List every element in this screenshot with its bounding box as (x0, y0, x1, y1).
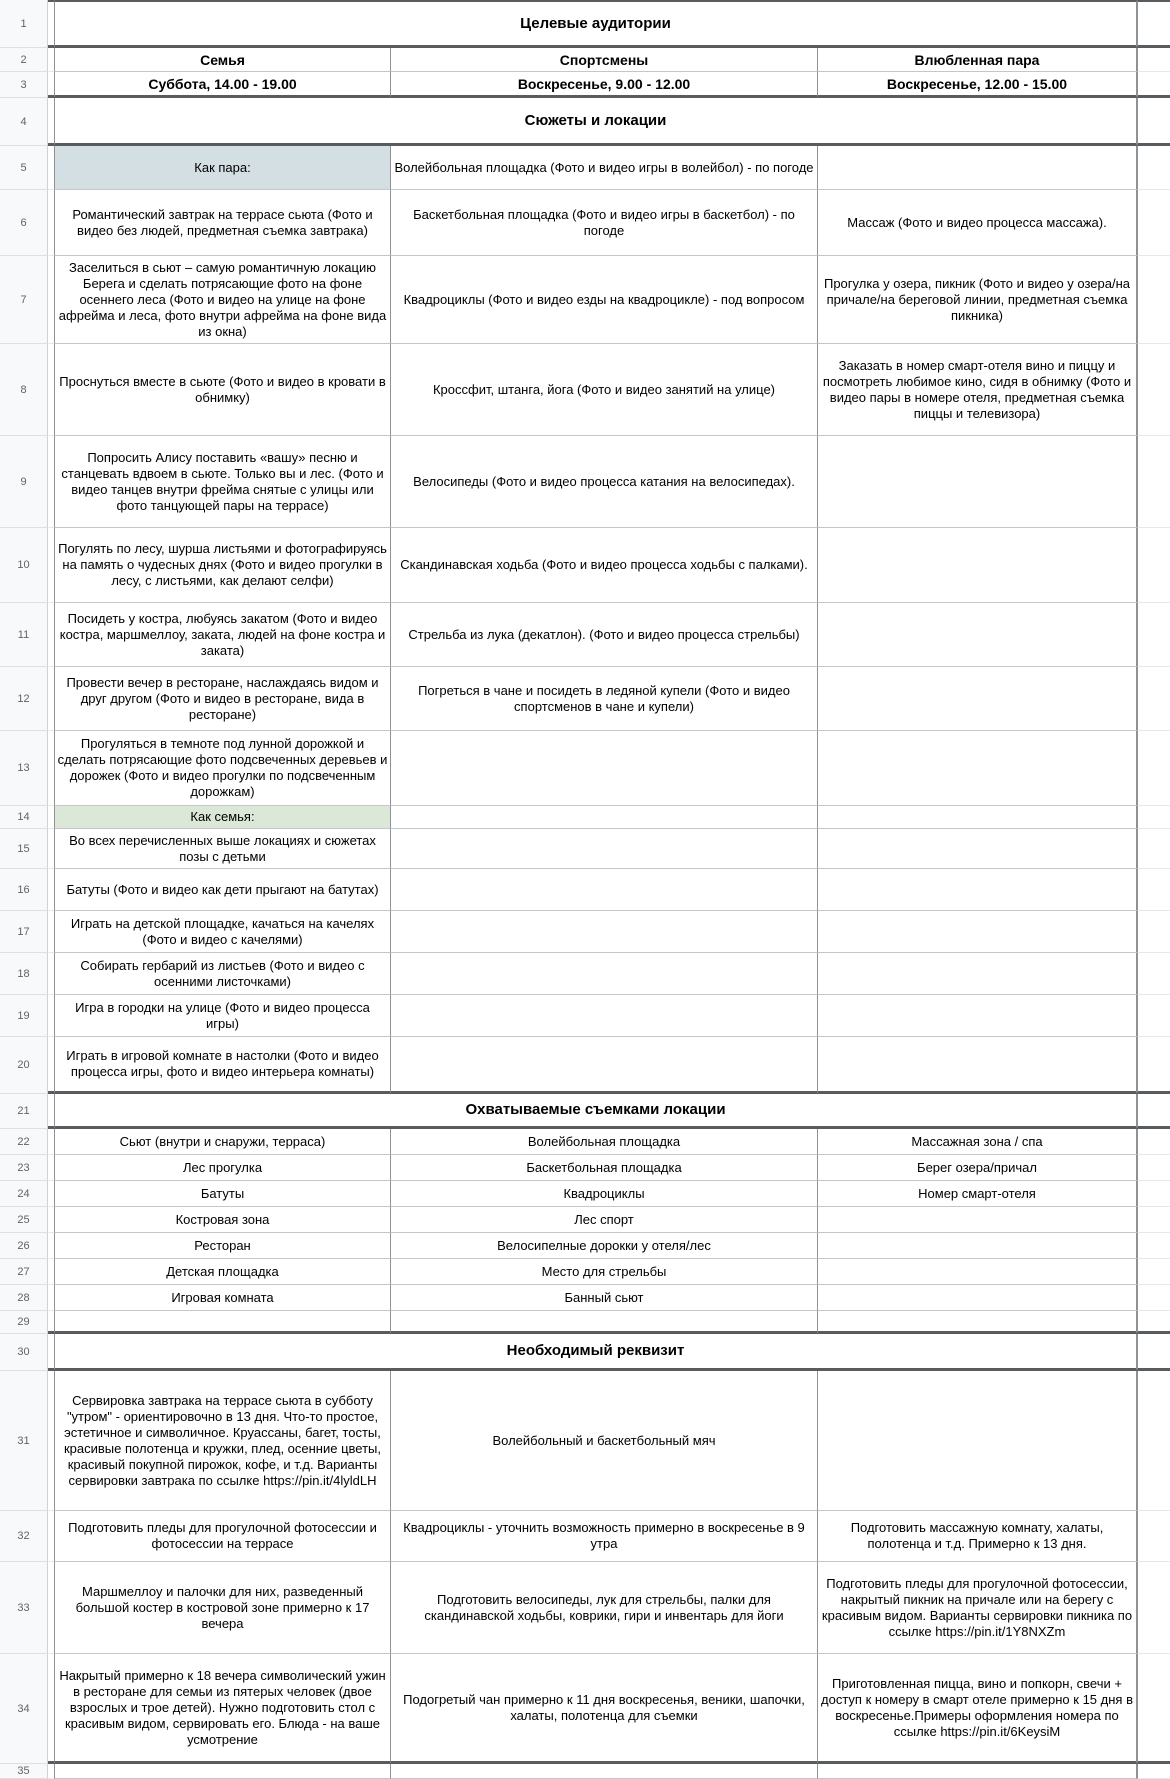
cell-r34-family[interactable]: Накрытый примерно к 18 вечера символический ужин в ресторане для семьи из пятерых человек (двое взрослых и трое детей). Нужно подготовить стол с красивым видом, сервировать его. Блюда - на ваше усмотрение (54, 1654, 390, 1764)
row-number-26[interactable]: 26 (0, 1233, 48, 1259)
cell-r29-extra[interactable] (1137, 1311, 1170, 1334)
cell-r19-extra[interactable] (1137, 995, 1170, 1037)
cell-r32-extra[interactable] (1137, 1511, 1170, 1562)
cell-r8-extra[interactable] (1137, 344, 1170, 436)
cell-r11-family[interactable]: Посидеть у костра, любуясь закатом (Фото и видео костра, маршмеллоу, заката, людей на фоне костра и заката) (54, 603, 390, 667)
row-number-29[interactable]: 29 (0, 1311, 48, 1334)
sheet-row-22 (0, 1129, 1170, 1155)
row-number-18[interactable]: 18 (0, 953, 48, 995)
section-header-row-30[interactable]: Необходимый реквизит (54, 1334, 1137, 1371)
cell-r33-extra[interactable] (1137, 1562, 1170, 1654)
cell-r35-couple[interactable] (817, 1764, 1137, 1779)
cell-r6-sportsmen[interactable]: Баскетбольная площадка (Фото и видео игры в баскетбол) - по погоде (390, 190, 817, 256)
cell-r33-couple[interactable]: Подготовить пледы для прогулочной фотосессии, накрытый пикник на причале или на берегу с красивым видом. Варианты сервировки пикника по ссылке https://pin.it/1Y8NXZm (817, 1562, 1137, 1654)
cell-r14-sportsmen[interactable] (390, 806, 817, 829)
cell-r29-sportsmen[interactable] (390, 1311, 817, 1334)
cell-r15-family[interactable]: Во всех перечисленных выше локациях и сюжетах позы с детьми (54, 829, 390, 869)
cell-r8-couple[interactable]: Заказать в номер смарт-отеля вино и пиццу и посмотреть любимое кино, сидя в обнимку (Фото и видео пары в номере отеля, предметная съемка пиццы и телевизора) (817, 344, 1137, 436)
sheet-row-34 (0, 1654, 1170, 1764)
cell-r24-family[interactable]: Батуты (54, 1181, 390, 1207)
sheet-row-31 (0, 1371, 1170, 1511)
cell-r12-family[interactable]: Провести вечер в ресторане, наслаждаясь видом и друг другом (Фото и видео в ресторане, вида в ресторане) (54, 667, 390, 731)
cell-r7-sportsmen[interactable]: Квадроциклы (Фото и видео езды на квадроцикле) - под вопросом (390, 256, 817, 344)
cell-r8-sportsmen[interactable]: Кроссфит, штанга, йога (Фото и видео занятий на улице) (390, 344, 817, 436)
sheet-row-5 (0, 146, 1170, 190)
cell-r35-sportsmen[interactable] (390, 1764, 817, 1779)
cell-r11-sportsmen[interactable]: Стрельба из лука (декатлон). (Фото и видео процесса стрельбы) (390, 603, 817, 667)
sheet-row-3 (0, 72, 1170, 98)
row-number-6[interactable]: 6 (0, 190, 48, 256)
cell-r34-extra[interactable] (1137, 1654, 1170, 1764)
cell-r1-extra[interactable] (1137, 0, 1170, 48)
row-number-1[interactable]: 1 (0, 0, 48, 48)
cell-r28-family[interactable]: Игровая комната (54, 1285, 390, 1311)
cell-r11-couple[interactable] (817, 603, 1137, 667)
sheet-row-29 (0, 1311, 1170, 1334)
sheet-row-17 (0, 911, 1170, 953)
cell-r5-couple[interactable] (817, 146, 1137, 190)
cell-r22-sportsmen[interactable]: Волейбольная площадка (390, 1129, 817, 1155)
cell-r31-couple[interactable] (817, 1371, 1137, 1511)
sheet-row-1 (0, 0, 1170, 48)
sheet-row-19 (0, 995, 1170, 1037)
cell-r16-couple[interactable] (817, 869, 1137, 911)
sheet-row-10 (0, 528, 1170, 603)
row-number-16[interactable]: 16 (0, 869, 48, 911)
row-number-23[interactable]: 23 (0, 1155, 48, 1181)
sheet-row-16 (0, 869, 1170, 911)
sheet-row-20 (0, 1037, 1170, 1094)
cell-r34-couple[interactable]: Приготовленная пицца, вино и попкорн, свечи + доступ к номеру в смарт отеле примерно к 15 дня в воскресенье.Примеры оформления номера по ссылке https://pin.it/6KeysiM (817, 1654, 1137, 1764)
cell-r16-sportsmen[interactable] (390, 869, 817, 911)
section-header-row-1[interactable]: Целевые аудитории (54, 0, 1137, 48)
cell-r14-extra[interactable] (1137, 806, 1170, 829)
cell-r28-couple[interactable] (817, 1285, 1137, 1311)
cell-r4-extra[interactable] (1137, 98, 1170, 146)
cell-r9-sportsmen[interactable]: Велосипеды (Фото и видео процесса катания на велосипедах). (390, 436, 817, 528)
cell-r7-family[interactable]: Заселиться в сьют – самую романтичную локацию Берега и сделать потрясающие фото на фоне осеннего леса (Фото и видео на улице на фоне афрейма и леса, фото внутри афрейма на фоне вида из окна) (54, 256, 390, 344)
sheet-row-2 (0, 48, 1170, 72)
row-number-24[interactable]: 24 (0, 1181, 48, 1207)
cell-r27-sportsmen[interactable]: Место для стрельбы (390, 1259, 817, 1285)
row-number-14[interactable]: 14 (0, 806, 48, 829)
cell-r6-couple[interactable]: Массаж (Фото и видео процесса массажа). (817, 190, 1137, 256)
cell-r18-family[interactable]: Собирать гербарий из листьев (Фото и видео с осенними листочками) (54, 953, 390, 995)
cell-r13-couple[interactable] (817, 731, 1137, 806)
cell-r17-sportsmen[interactable] (390, 911, 817, 953)
cell-r33-family[interactable]: Маршмеллоу и палочки для них, разведенный большой костер в костровой зоне примерно к 17 вечера (54, 1562, 390, 1654)
row-number-17[interactable]: 17 (0, 911, 48, 953)
cell-r22-couple[interactable]: Массажная зона / спа (817, 1129, 1137, 1155)
cell-r9-extra[interactable] (1137, 436, 1170, 528)
cell-r25-family[interactable]: Костровая зона (54, 1207, 390, 1233)
cell-r2-couple[interactable]: Влюбленная пара (817, 48, 1137, 72)
cell-r26-sportsmen[interactable]: Велосипелные дорокки у отеля/лес (390, 1233, 817, 1259)
row-number-33[interactable]: 33 (0, 1562, 48, 1654)
cell-r25-couple[interactable] (817, 1207, 1137, 1233)
cell-r26-family[interactable]: Ресторан (54, 1233, 390, 1259)
sheet-row-25 (0, 1207, 1170, 1233)
sheet-row-14 (0, 806, 1170, 829)
cell-r33-sportsmen[interactable]: Подготовить велосипеды, лук для стрельбы, палки для скандинавской ходьбы, коврики, гири и инвентарь для йоги (390, 1562, 817, 1654)
cell-r23-extra[interactable] (1137, 1155, 1170, 1181)
cell-r32-couple[interactable]: Подготовить массажную комнату, халаты, полотенца и т.д. Примерно к 13 дня. (817, 1511, 1137, 1562)
sheet-row-21 (0, 1094, 1170, 1129)
cell-r16-family[interactable]: Батуты (Фото и видео как дети прыгают на батутах) (54, 869, 390, 911)
cell-r27-family[interactable]: Детская площадка (54, 1259, 390, 1285)
sheet-row-8 (0, 344, 1170, 436)
row-number-11[interactable]: 11 (0, 603, 48, 667)
cell-r6-extra[interactable] (1137, 190, 1170, 256)
cell-r13-family[interactable]: Прогуляться в темноте под лунной дорожкой и сделать потрясающие фото подсвеченных деревьев и дорожек (Фото и видео прогулки по подсвеченным дорожкам) (54, 731, 390, 806)
cell-r19-sportsmen[interactable] (390, 995, 817, 1037)
sheet-row-30 (0, 1334, 1170, 1371)
row-number-20[interactable]: 20 (0, 1037, 48, 1094)
sheet-row-35 (0, 1764, 1170, 1779)
cell-r5-family[interactable]: Как пара: (54, 146, 390, 190)
cell-r20-sportsmen[interactable] (390, 1037, 817, 1094)
sheet-row-12 (0, 667, 1170, 731)
cell-r3-extra[interactable] (1137, 72, 1170, 98)
cell-r12-extra[interactable] (1137, 667, 1170, 731)
cell-r14-couple[interactable] (817, 806, 1137, 829)
cell-r32-family[interactable]: Подготовить пледы для прогулочной фотосессии и фотосессии на террасе (54, 1511, 390, 1562)
sheet-row-7 (0, 256, 1170, 344)
row-number-2[interactable]: 2 (0, 48, 48, 72)
cell-r25-sportsmen[interactable]: Лес спорт (390, 1207, 817, 1233)
cell-r9-family[interactable]: Попросить Алису поставить «вашу» песню и станцевать вдвоем в сьюте. Только вы и лес. (Фото и видео танцев внутри фрейма снятые с улицы или фото танцующей пары на террасе) (54, 436, 390, 528)
cell-r35-family[interactable] (54, 1764, 390, 1779)
cell-r3-family[interactable]: Суббота, 14.00 - 19.00 (54, 72, 390, 98)
cell-r10-couple[interactable] (817, 528, 1137, 603)
cell-r24-sportsmen[interactable]: Квадроциклы (390, 1181, 817, 1207)
sheet-row-9 (0, 436, 1170, 528)
sheet-row-13 (0, 731, 1170, 806)
cell-r23-sportsmen[interactable]: Баскетбольная площадка (390, 1155, 817, 1181)
cell-r35-extra[interactable] (1137, 1764, 1170, 1779)
cell-r17-couple[interactable] (817, 911, 1137, 953)
cell-r24-extra[interactable] (1137, 1181, 1170, 1207)
cell-r34-sportsmen[interactable]: Подогретый чан примерно к 11 дня воскресенья, веники, шапочки, халаты, полотенца для съемки (390, 1654, 817, 1764)
cell-r13-sportsmen[interactable] (390, 731, 817, 806)
cell-r22-extra[interactable] (1137, 1129, 1170, 1155)
cell-r2-family[interactable]: Семья (54, 48, 390, 72)
cell-r23-couple[interactable]: Берег озера/причал (817, 1155, 1137, 1181)
cell-r14-family[interactable]: Как семья: (54, 806, 390, 829)
sheet-row-33 (0, 1562, 1170, 1654)
row-number-21[interactable]: 21 (0, 1094, 48, 1129)
cell-r23-family[interactable]: Лес прогулка (54, 1155, 390, 1181)
row-number-19[interactable]: 19 (0, 995, 48, 1037)
cell-r3-couple[interactable]: Воскресенье, 12.00 - 15.00 (817, 72, 1137, 98)
cell-r19-family[interactable]: Игра в городки на улице (Фото и видео процесса игры) (54, 995, 390, 1037)
cell-r7-extra[interactable] (1137, 256, 1170, 344)
cell-r18-extra[interactable] (1137, 953, 1170, 995)
cell-r15-sportsmen[interactable] (390, 829, 817, 869)
cell-r2-extra[interactable] (1137, 48, 1170, 72)
cell-r17-family[interactable]: Играть на детской площадке, качаться на качелях (Фото и видео с качелями) (54, 911, 390, 953)
cell-r5-extra[interactable] (1137, 146, 1170, 190)
cell-r12-couple[interactable] (817, 667, 1137, 731)
cell-r24-couple[interactable]: Номер смарт-отеля (817, 1181, 1137, 1207)
sheet-row-23 (0, 1155, 1170, 1181)
sheet-row-24 (0, 1181, 1170, 1207)
cell-r20-family[interactable]: Играть в игровой комнате в настолки (Фото и видео процесса игры, фото и видео интерьера комнаты) (54, 1037, 390, 1094)
sheet-row-6 (0, 190, 1170, 256)
row-number-4[interactable]: 4 (0, 98, 48, 146)
cell-r32-sportsmen[interactable]: Квадроциклы - уточнить возможность примерно в воскресенье в 9 утра (390, 1511, 817, 1562)
cell-r31-family[interactable]: Сервировка завтрака на террасе сьюта в субботу "утром" - ориентировочно в 13 дня. Что-то простое, эстетичное и символичное. Круассаны, багет, тосты, красивые полотенца и кружки, плед, осенние цветы, красивый покупной пирожок, кофе, и т.д. Варианты сервировки завтрака по ссылке https://pin.it/4lyldLH (54, 1371, 390, 1511)
cell-r20-extra[interactable] (1137, 1037, 1170, 1094)
cell-r31-sportsmen[interactable]: Волейбольный и баскетбольный мяч (390, 1371, 817, 1511)
cell-r9-couple[interactable] (817, 436, 1137, 528)
row-number-30[interactable]: 30 (0, 1334, 48, 1371)
sheet-row-32 (0, 1511, 1170, 1562)
row-number-22[interactable]: 22 (0, 1129, 48, 1155)
cell-r29-couple[interactable] (817, 1311, 1137, 1334)
sheet-row-11 (0, 603, 1170, 667)
cell-r30-extra[interactable] (1137, 1334, 1170, 1371)
cell-r21-extra[interactable] (1137, 1094, 1170, 1129)
cell-r5-sportsmen[interactable]: Волейбольная площадка (Фото и видео игры в волейбол) - по погоде (390, 146, 817, 190)
row-number-25[interactable]: 25 (0, 1207, 48, 1233)
row-number-34[interactable]: 34 (0, 1654, 48, 1764)
cell-r18-sportsmen[interactable] (390, 953, 817, 995)
cell-r26-couple[interactable] (817, 1233, 1137, 1259)
cell-r18-couple[interactable] (817, 953, 1137, 995)
cell-r13-extra[interactable] (1137, 731, 1170, 806)
cell-r28-extra[interactable] (1137, 1285, 1170, 1311)
cell-r3-sportsmen[interactable]: Воскресенье, 9.00 - 12.00 (390, 72, 817, 98)
row-number-3[interactable]: 3 (0, 72, 48, 98)
cell-r29-family[interactable] (54, 1311, 390, 1334)
sheet-row-28 (0, 1285, 1170, 1311)
sheet-row-15 (0, 829, 1170, 869)
row-number-27[interactable]: 27 (0, 1259, 48, 1285)
row-number-15[interactable]: 15 (0, 829, 48, 869)
cell-r28-sportsmen[interactable]: Банный сьют (390, 1285, 817, 1311)
cell-r10-family[interactable]: Погулять по лесу, шурша листьями и фотографируясь на память о чудесных днях (Фото и видео прогулки в лесу, с листьями, как делают селфи) (54, 528, 390, 603)
row-number-10[interactable]: 10 (0, 528, 48, 603)
row-number-5[interactable]: 5 (0, 146, 48, 190)
cell-r7-couple[interactable]: Прогулка у озера, пикник (Фото и видео у озера/на причале/на береговой линии, предметная съемка пикника) (817, 256, 1137, 344)
cell-r26-extra[interactable] (1137, 1233, 1170, 1259)
row-number-13[interactable]: 13 (0, 731, 48, 806)
cell-r2-sportsmen[interactable]: Спортсмены (390, 48, 817, 72)
cell-r15-extra[interactable] (1137, 829, 1170, 869)
row-number-32[interactable]: 32 (0, 1511, 48, 1562)
cell-r25-extra[interactable] (1137, 1207, 1170, 1233)
cell-r11-extra[interactable] (1137, 603, 1170, 667)
cell-r16-extra[interactable] (1137, 869, 1170, 911)
section-header-row-4[interactable]: Сюжеты и локации (54, 98, 1137, 146)
cell-r12-sportsmen[interactable]: Погреться в чане и посидеть в ледяной купели (Фото и видео спортсменов в чане и купели) (390, 667, 817, 731)
cell-r22-family[interactable]: Сьют (внутри и снаружи, терраса) (54, 1129, 390, 1155)
row-number-35[interactable]: 35 (0, 1764, 48, 1779)
cell-r17-extra[interactable] (1137, 911, 1170, 953)
cell-r27-couple[interactable] (817, 1259, 1137, 1285)
section-header-row-21[interactable]: Охватываемые съемками локации (54, 1094, 1137, 1129)
cell-r31-extra[interactable] (1137, 1371, 1170, 1511)
sheet-row-18 (0, 953, 1170, 995)
cell-r6-family[interactable]: Романтический завтрак на террасе сьюта (Фото и видео без людей, предметная съемка завтрака) (54, 190, 390, 256)
sheet-row-26 (0, 1233, 1170, 1259)
row-number-31[interactable]: 31 (0, 1371, 48, 1511)
cell-r19-couple[interactable] (817, 995, 1137, 1037)
row-number-7[interactable]: 7 (0, 256, 48, 344)
cell-r27-extra[interactable] (1137, 1259, 1170, 1285)
cell-r8-family[interactable]: Проснуться вместе в сьюте (Фото и видео в кровати в обнимку) (54, 344, 390, 436)
sheet-row-4 (0, 98, 1170, 146)
cell-r10-extra[interactable] (1137, 528, 1170, 603)
row-number-8[interactable]: 8 (0, 344, 48, 436)
cell-r20-couple[interactable] (817, 1037, 1137, 1094)
cell-r15-couple[interactable] (817, 829, 1137, 869)
row-number-28[interactable]: 28 (0, 1285, 48, 1311)
row-number-9[interactable]: 9 (0, 436, 48, 528)
cell-r10-sportsmen[interactable]: Скандинавская ходьба (Фото и видео процесса ходьбы с палками). (390, 528, 817, 603)
row-number-12[interactable]: 12 (0, 667, 48, 731)
sheet-row-27 (0, 1259, 1170, 1285)
